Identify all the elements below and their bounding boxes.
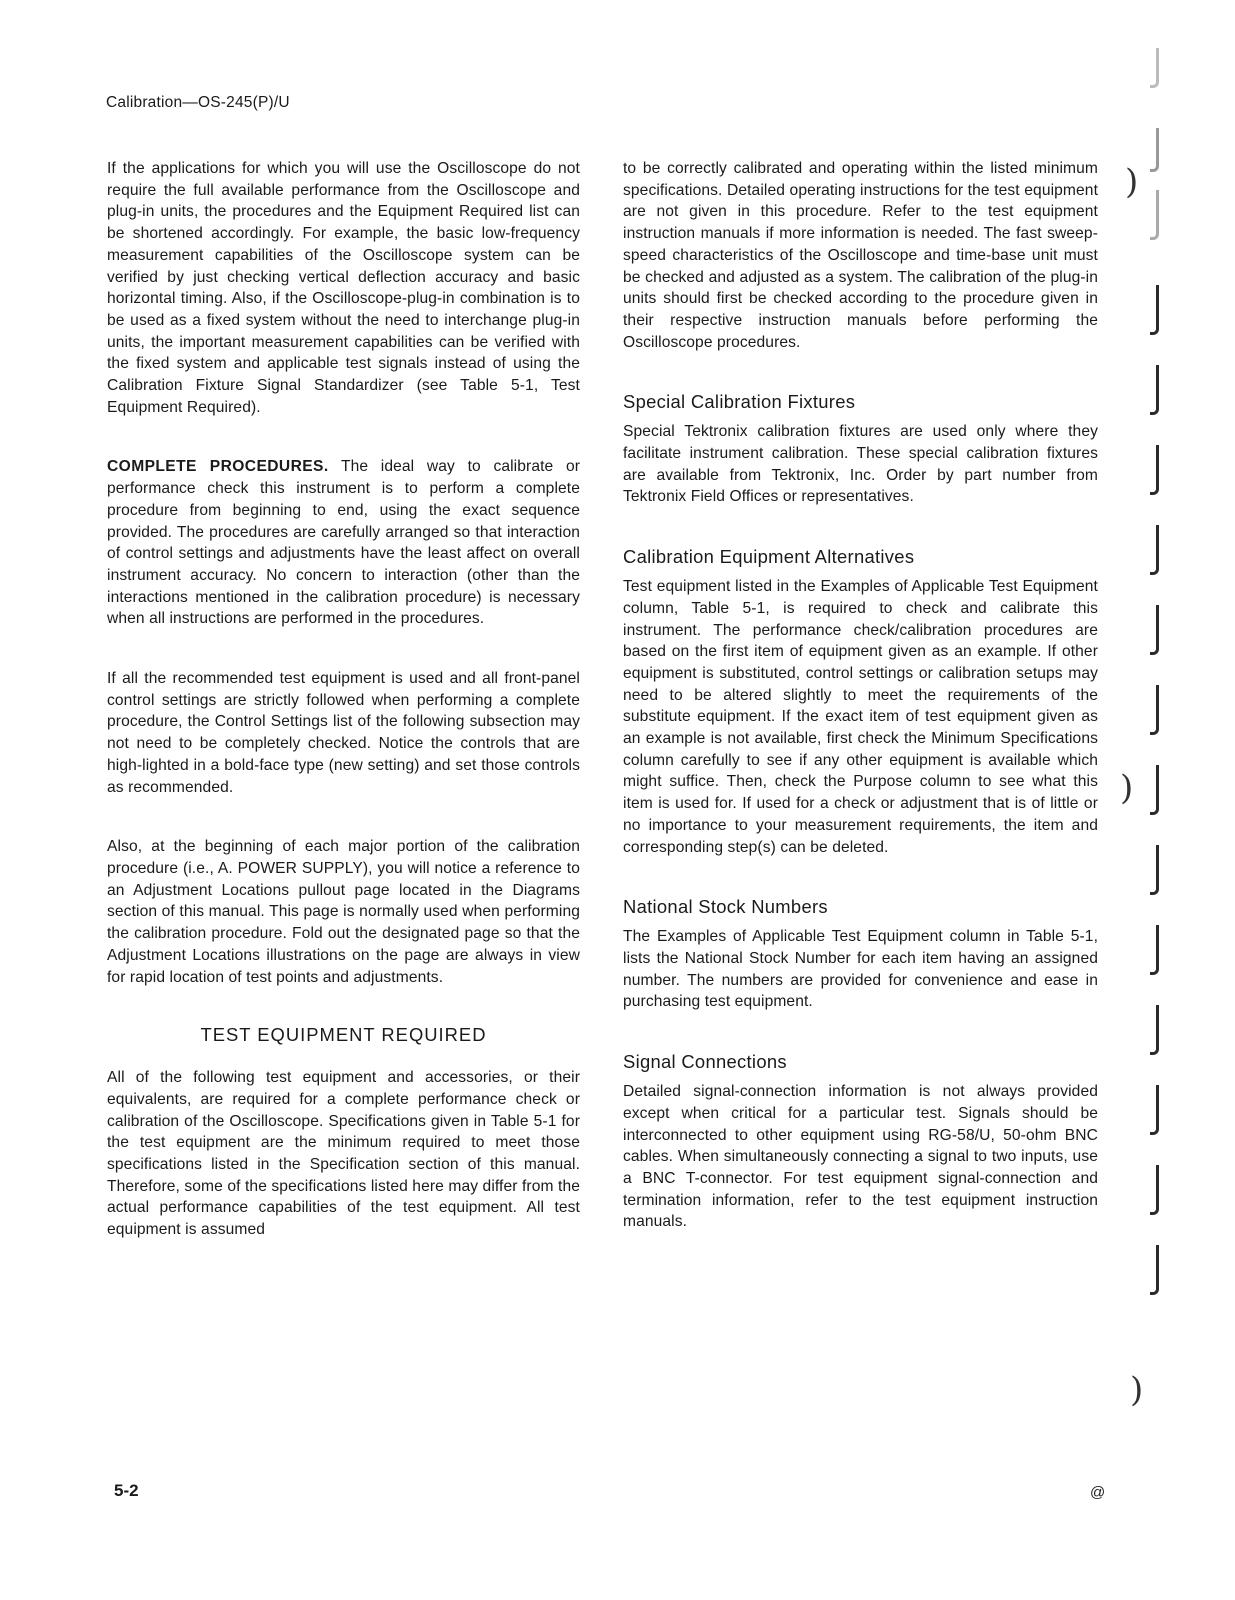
complete-procedures-paragraph	[107, 456, 580, 630]
signal-connections-paragraph: Detailed signal-connection information is not always provided except when critical for a particular test. Signals should be interconnected to other equipment using RG-58/U, 50-ohm BNC cables. When simultaneously connecting a signal to two inputs, use a BNC T-connector. For test equipment signal-connection and termination information, refer to the test equipment instruction manuals.	[623, 1083, 1098, 1231]
binding-tab	[1150, 845, 1159, 895]
binding-tab	[1150, 365, 1159, 415]
binding-hole-mark: )	[1120, 768, 1134, 808]
binding-edge-marks	[1150, 40, 1210, 1560]
binding-tab	[1150, 1165, 1159, 1215]
binding-tab	[1150, 190, 1159, 240]
binding-tab	[1150, 128, 1159, 172]
binding-hole-mark: )	[1130, 1370, 1144, 1410]
right-column	[623, 158, 1098, 1233]
test-equipment-paragraph: All of the following test equipment and accessories, or their equivalents, are required for a complete performance check or calibration of the Oscilloscope. Specifications given in Table 5-1 for the test equipment are the minimum required to meet those specifications listed in the Specification section of this manual. Therefore, some of the specifications listed here may differ from the actual performance capabilities of the test equipment. All test equipment is assumed	[107, 1069, 580, 1239]
binding-tab	[1150, 525, 1159, 575]
binding-tab	[1150, 48, 1159, 88]
binding-tab	[1150, 1085, 1159, 1135]
stock-numbers-heading: National Stock Numbers	[623, 896, 828, 918]
intro-paragraph: If the applications for which you will use the Oscilloscope do not require the full available performance from the Oscilloscope and plug-in units, the procedures and the Equipment Required list can be shortened accordingly. For example, the basic low-frequency measurement capabilities of the Oscilloscope system can be verified by just checking vertical deflection accuracy and basic horizontal timing. Also, if the Oscilloscope-plug-in combination is to be used as a fixed system without the need to interchange plug-in units, the important measurement capabilities can be verified with the fixed system and applicable test signals instead of using the Calibration Fixture Signal Standardizer (see Table 5-1, Test Equipment Required).	[107, 160, 580, 416]
equipment-alternatives-paragraph: Test equipment listed in the Examples of Applicable Test Equipment column, Table 5-1, is required to check and calibrate this instrument. The performance check/calibration procedures are based on the first item of equipment given as an example. If other equipment is substituted, control settings or calibration setups may need to be altered slightly to meet the requirements of the substitute equipment. If the exact item of test equipment given as an example is not available, first check the Minimum Specifications column carefully to see if any other equipment is available which might suffice. Then, check the Purpose column to see what this item is used for. If used for a check or adjustment that is of little or no importance to your measurement requirements, the item and corresponding step(s) can be deleted.	[623, 578, 1098, 856]
special-fixtures-heading: Special Calibration Fixtures	[623, 391, 856, 413]
front-panel-paragraph: If all the recommended test equipment is used and all front-panel control settings are strictly followed when performing a complete procedure, the Control Settings list of the following subsection may not need to be completely checked. Notice the controls that are high-lighted in a bold-face type (new setting) and set those controls as recommended.	[107, 670, 580, 796]
left-column	[107, 158, 580, 1241]
page-number: 5-2	[114, 1481, 139, 1500]
binding-tab	[1150, 605, 1159, 655]
signal-connections-heading: Signal Connections	[623, 1051, 787, 1073]
stock-numbers-paragraph: The Examples of Applicable Test Equipment column in Table 5-1, lists the National Stock Number for each item having an assigned number. The numbers are provided for convenience and ease in purchasing test equipment.	[623, 928, 1098, 1011]
binding-tab	[1150, 285, 1159, 335]
binding-hole-mark: )	[1125, 162, 1139, 202]
special-fixtures-paragraph: Special Tektronix calibration fixtures are used only where they facilitate instrument calibration. These special calibration fixtures are available from Tektronix, Inc. Order by part number from Tektronix Field Offices or representatives.	[623, 423, 1098, 506]
complete-procedures-text: The ideal way to calibrate or performance check this instrument is to perform a complete procedure from beginning to end, using the exact sequence provided. The procedures are carefully arranged so that interaction of control settings and adjustments have the least affect on overall instrument accuracy. No concern to interaction (other than the interactions mentioned in the calibration procedure) is necessary when all instructions are performed in the procedures.	[107, 458, 581, 628]
binding-tab	[1150, 925, 1159, 975]
calibration-continued-paragraph: to be correctly calibrated and operating within the listed minimum specifications. Detailed operating instructions for the test equipment are not given in this procedure. Refer to the test equipment instruction manuals if more information is needed. The fast sweep-speed characteristics of the Oscilloscope and time-base unit must be checked and adjusted as a system. The calibration of the plug-in units should first be checked according to the procedure given in their respective instruction manuals before performing the Oscilloscope procedures.	[623, 160, 1098, 351]
binding-tab	[1150, 685, 1159, 735]
binding-tab	[1150, 1005, 1159, 1055]
footer-mark: @	[1090, 1484, 1106, 1501]
complete-procedures-lead: COMPLETE PROCEDURES.	[107, 458, 329, 476]
binding-tab	[1150, 765, 1159, 815]
binding-tab	[1150, 445, 1159, 495]
equipment-alternatives-heading: Calibration Equipment Alternatives	[623, 546, 915, 568]
test-equipment-heading: TEST EQUIPMENT REQUIRED	[200, 1024, 487, 1046]
page-header: Calibration—OS-245(P)/U	[106, 94, 290, 111]
adjustment-locations-paragraph: Also, at the beginning of each major portion of the calibration procedure (i.e., A. POWER SUPPLY), you will notice a reference to an Adjustment Locations pullout page located in the Diagrams section of this manual. This page is normally used when performing the calibration procedure. Fold out the designated page so that the Adjustment Locations illustrations on the page are always in view for rapid location of test points and adjustments.	[107, 838, 580, 986]
binding-tab	[1150, 1245, 1159, 1295]
